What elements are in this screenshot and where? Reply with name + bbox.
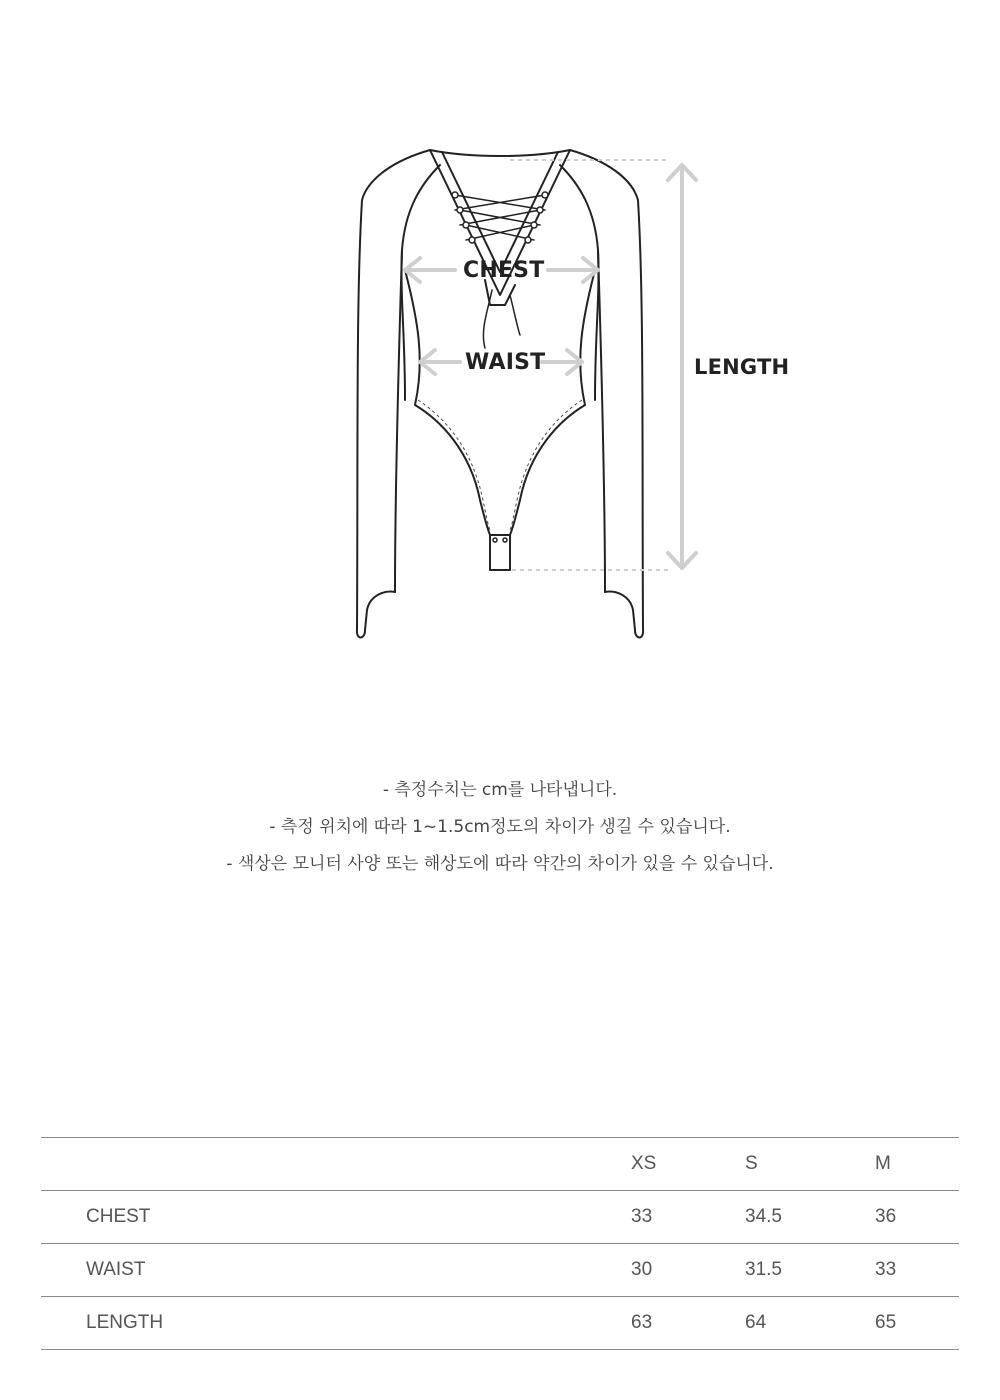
body-right-side <box>510 270 595 535</box>
table-cell: 33 <box>875 1244 959 1297</box>
waist-arrow-right <box>542 350 582 374</box>
header-cell <box>41 1138 631 1191</box>
chest-arrow-right <box>548 258 598 282</box>
table-cell: 30 <box>631 1244 745 1297</box>
row-label: WAIST <box>41 1244 631 1297</box>
table-row <box>41 1297 959 1350</box>
table-row <box>41 1191 959 1244</box>
length-arrow <box>668 165 696 568</box>
measurement-notes <box>0 772 1000 883</box>
left-sleeve-outline <box>357 150 430 638</box>
table-cell: 33 <box>631 1191 745 1244</box>
table-cell: 64 <box>745 1297 875 1350</box>
chest-label: CHEST <box>463 258 545 283</box>
size-table <box>41 1137 959 1350</box>
note-line: - 색상은 모니터 사양 또는 해상도에 따라 약간의 차이가 있을 수 있습니다. <box>226 854 774 874</box>
header-cell-s: S <box>745 1138 875 1191</box>
length-label: LENGTH <box>694 355 790 379</box>
table-cell: 31.5 <box>745 1244 875 1297</box>
right-sleeve-outline <box>570 150 643 638</box>
row-label: LENGTH <box>41 1297 631 1350</box>
table-cell: 63 <box>631 1297 745 1350</box>
chest-arrow-left <box>405 258 455 282</box>
header-cell-m: M <box>875 1138 959 1191</box>
row-label: CHEST <box>41 1191 631 1244</box>
table-header-row <box>41 1138 959 1191</box>
table-cell: 34.5 <box>745 1191 875 1244</box>
lacing <box>455 195 545 240</box>
header-cell-xs: XS <box>631 1138 745 1191</box>
note-line: - 측정 위치에 따라 1~1.5cm정도의 차이가 생길 수 있습니다. <box>269 817 731 837</box>
note-line: - 측정수치는 cm를 나타냅니다. <box>382 780 618 800</box>
waist-arrow-left <box>420 350 460 374</box>
body-left-side <box>405 270 490 535</box>
table-cell: 65 <box>875 1297 959 1350</box>
waist-label: WAIST <box>465 350 546 375</box>
table-cell: 36 <box>875 1191 959 1244</box>
table-row <box>41 1244 959 1297</box>
